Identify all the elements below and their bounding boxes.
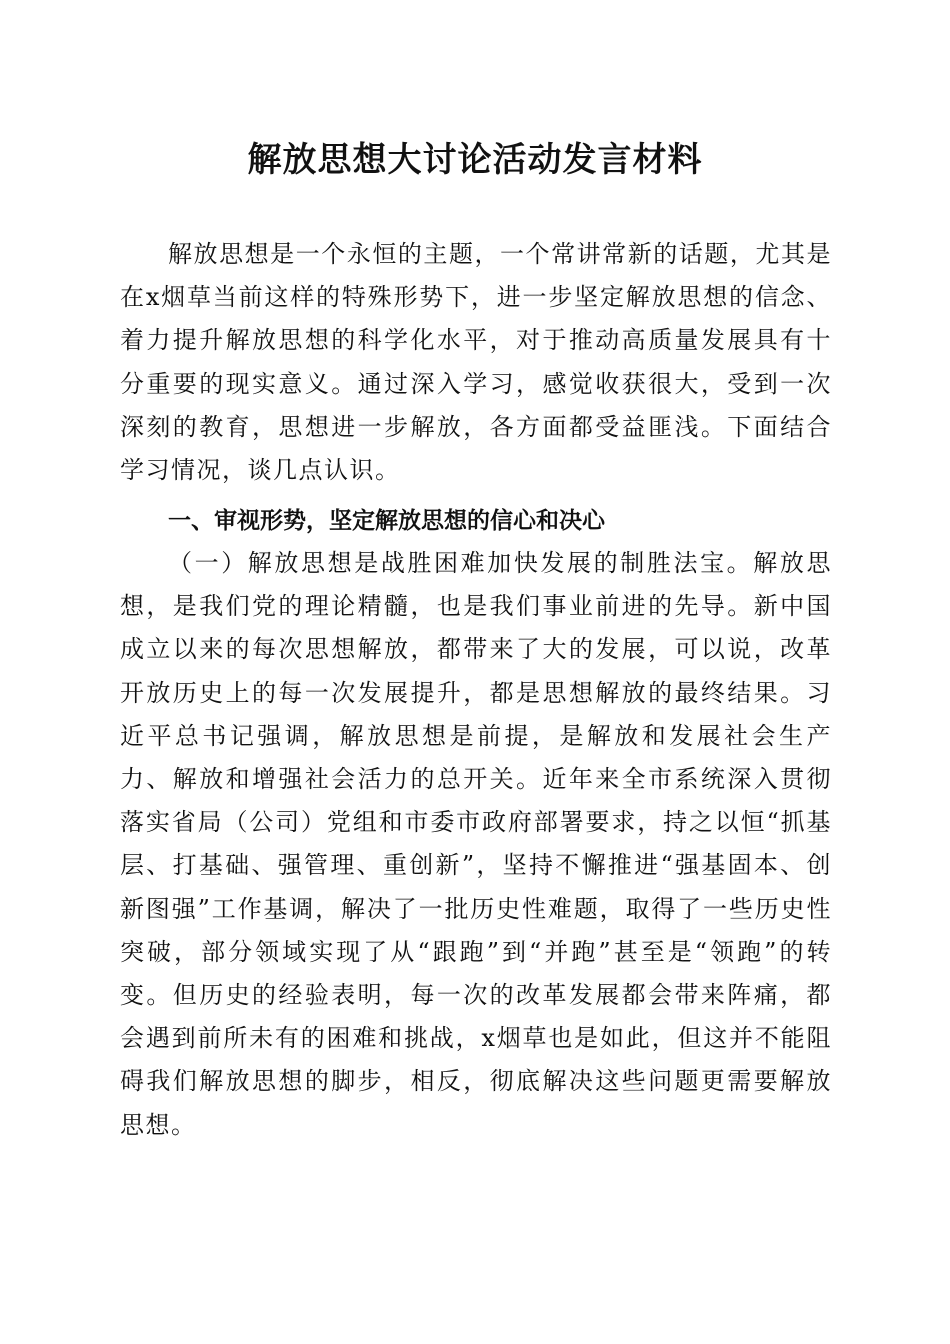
intro-paragraph: 解放思想是一个永恒的主题，一个常讲常新的话题，尤其是在x烟草当前这样的特殊形势下，进一步坚定解放思想的信念、着力提升解放思想的科学化水平，对于推动高质量发展具有十分重要的现实意义。通过深入学习，感觉收获很大，受到一次深刻的教育，思想进一步解放，各方面都受益匪浅。下面结合学习情况，谈几点认识。: [120, 240, 832, 485]
document-title: 解放思想大讨论活动发言材料: [247, 140, 703, 180]
section-heading-1: 一、审视形势，坚定解放思想的信心和决心: [168, 508, 605, 534]
section-1-paragraph-1: （一）解放思想是战胜困难加快发展的制胜法宝。解放思想，是我们党的理论精髓，也是我们事业前进的先导。新中国成立以来的每次思想解放，都带来了大的发展，可以说，改革开放历史上的每一次发展提升，都是思想解放的最终结果。习近平总书记强调，解放思想是前提，是解放和发展社会生产力、解放和增强社会活力的总开关。近年来全市系统深入贯彻落实省局（公司）党组和市委市政府部署要求，持之以恒“抓基层、打基础、强管理、重创新”，坚持不懈推进“强基固本、创新图强”工作基调，解决了一批历史性难题，取得了一些历史性突破，部分领域实现了从“跟跑”到“并跑”甚至是“领跑”的转变。但历史的经验表明，每一次的改革发展都会带来阵痛，都会遇到前所未有的困难和挑战，x烟草也是如此，但这并不能阻碍我们解放思想的脚步，相反，彻底解决这些问题更需要解放思想。: [120, 549, 832, 1139]
